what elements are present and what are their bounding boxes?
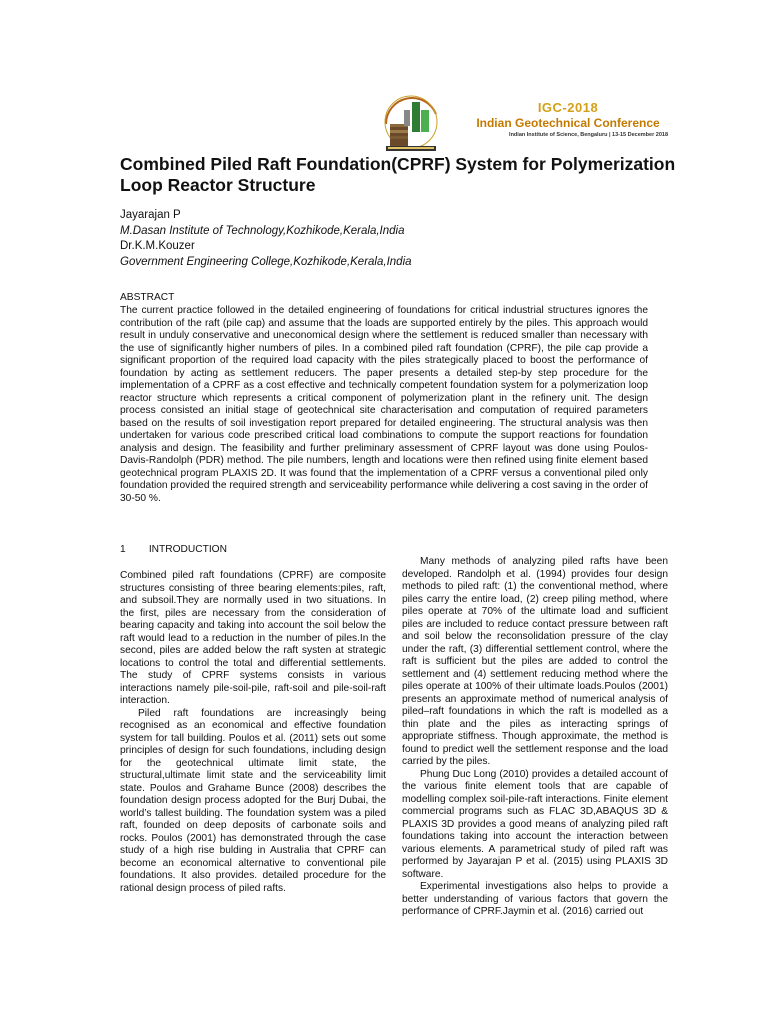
abstract-text: The current practice followed in the detailed engineering of foundations for critical industrial structures ignores the contribution of the raft (pile cap) and assume that the loads are supported entirely by the piles. This approach would result in unduly conservative and uneconomical design where the settlement is reduced smaller than necessary with the use of significantly higher numbers of piles. In a combined piled raft foundation (CPRF), the pile cap provide a significant proportion of the required load capacity with the piles strategically placed to boost the performance of foundation by acting as settlement reducers. The paper presents a detailed step-by step procedure for the implementation of a CPRF as a cost effective and technically competent foundation system for a polymerization loop reactor structure which represents a critical component of polymerization plant in the refinery unit. The design process consisted an initial stage of geotechnical site characterisation and computation of required parameters based on the results of soil investigation report prepared for detailed engineering. The structural analysis was then undertaken for various code prescribed critical load combinations to compute the support reactions for foundation analysis and design. The feasibility and further preliminary assessment of CPRF layout was done using Poulos-Davis-Randolph (PDR) method. The pile numbers, length and locations were then refined using finite element based geotechnical program PLAXIS 2D. It was found that the implementation of a CPRF versus a conventional piled only foundation provided the required strength and serviceability performance while delivering a cost saving in the order of 30-50 %. [120, 305, 648, 504]
conference-logo [380, 84, 442, 154]
conference-full-name: Indian Geotechnical Conference [476, 116, 660, 130]
author-block [120, 208, 412, 270]
left-column [120, 570, 386, 895]
author-affiliation: M.Dasan Institute of Technology,Kozhikode,Kerala,India [120, 224, 405, 237]
paragraph: Combined piled raft foundations (CPRF) are composite structures consisting of three bearing elements:piles, raft, and subsoil.They are normally used in two situations. In the first, piles are necessary from the consideration of bearing capacity and taking into account the soil below the raft would lead to a reduction in the number of piles.In the second, piles are added below the raft systen at strategic locations to control the total and differential settlements. The study of CPRF systems consists in various interactions namely pile-soil-pile, raft-soil and pile-soil-raft interaction. [120, 570, 386, 706]
conference-venue: Indian Institute of Science, Bengaluru | 13-15 December 2018 [509, 132, 668, 138]
section-number: 1 [120, 544, 126, 555]
section-title: INTRODUCTION [148, 544, 227, 555]
section-heading [120, 544, 227, 555]
right-column [402, 556, 668, 919]
paragraph: Phung Duc Long (2010) provides a detailed account of the various finite element tools that are capable of modelling complex soil-pile-raft interactions. Finite element commercial programs such as FLAC 3D,ABAQUS 3D & PLAXIS 3D provides a good means of analyzing piled raft foundations taking into account the interaction between various elements. A parametrical study of piled raft was performed by Jayarajan P et al. (2015) using PLAXIS 3D software. [402, 768, 668, 880]
author-name: Dr.K.M.Kouzer [120, 240, 195, 252]
paragraph: Many methods of analyzing piled rafts have been developed. Randolph et al. (1994) provides four design methods to piled raft: (1) the conventional method, where piles carry the entire load, (2) creep piling method, where piles operate at 70% of the ultimate load and sufficient piles are included to reduce contact pressure between raft and soil below the reconsolidation pressure of the clay under the raft, (3) differential settlement control, where the raft is sufficient but the piles are added to control the settlement and (4) settlement reducing method where the piles operate at 100% of their ultimate loads.Poulos (2001) presents an approximate method of numerical analysis of piled–raft foundations in which the raft is modelled as a thin plate and the piles as interacting springs of appropriate stiffness. Though approximate, the method is found to predict well the settlement response and the load carried by the piles. [402, 556, 668, 767]
abstract-heading: ABSTRACT [120, 292, 175, 303]
conference-short-name: IGC-2018 [537, 100, 599, 115]
conference-header [468, 100, 668, 138]
author-name: Jayarajan P [120, 209, 181, 221]
paragraph: Piled raft foundations are increasingly being recognised as an economical and effective foundation system for tall building. Poulos et al. (2011) sets out some principles of design for such foundations, including design for the geotechnical ultimate limit state, the structural,ultimate limit state and the serviceability limit state. Poulos and Grahame Bunce (2008) describes the foundation design process adopted for the Burj Dubai, the world’s tallest building. The foundation system was a piled raft, founded on deep deposits of carbonate soils and rocks. Poulos (2001) has demonstrated through the case study of a high rise bulding in Australia that CPRF can become an economical alternative to conventional pile foundations. It also provides. detailed procedure for the rational design process of piled rafts. [120, 707, 386, 894]
paragraph: Experimental investigations also helps to provide a better understanding of various factors that govern the performance of CPRF.Jaymin et al. (2016) carried out [402, 881, 668, 917]
paper-title: Combined Piled Raft Foundation(CPRF) System for Polymerization Loop Reactor Structure [120, 154, 676, 195]
author-affiliation: Government Engineering College,Kozhikode,Kerala,India [120, 255, 412, 268]
